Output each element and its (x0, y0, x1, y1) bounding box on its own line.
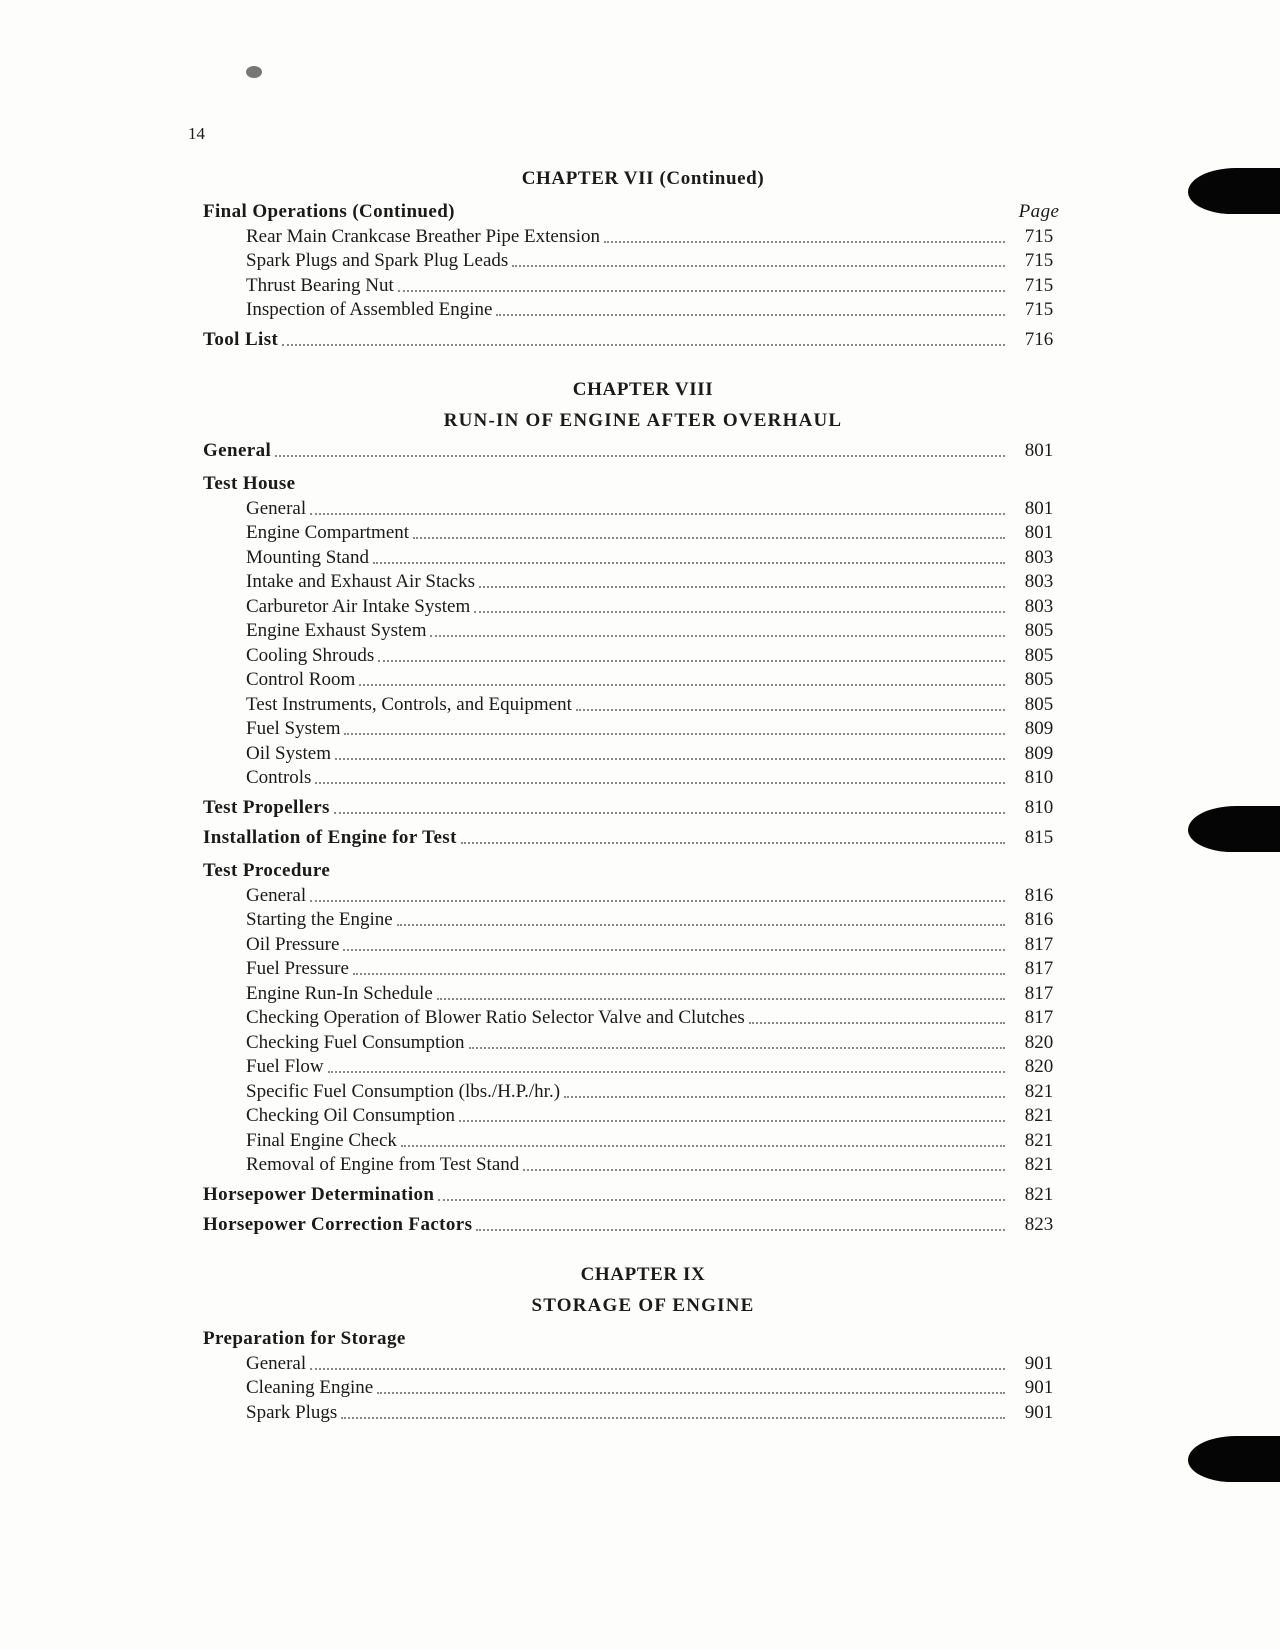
toc-entry[interactable] (203, 321, 1063, 351)
entry-label: General (246, 497, 307, 519)
entry-page: 817 (1024, 982, 1054, 1004)
entry-page: 809 (1024, 718, 1054, 739)
section-heading (203, 1325, 1063, 1350)
toc-entry[interactable] (203, 297, 1063, 322)
binder-clip (1188, 806, 1280, 852)
entry-label: Fuel System (246, 718, 341, 739)
entry-label: Test Instruments, Controls, and Equipment (246, 693, 572, 715)
chapter-title: STORAGE OF ENGINE (531, 1295, 755, 1316)
toc-entry[interactable] (203, 272, 1063, 297)
toc-entry[interactable] (203, 1005, 1063, 1030)
entry-page: 817 (1024, 933, 1054, 955)
entry-page: 817 (1024, 1007, 1054, 1028)
section-heading (203, 198, 1063, 223)
toc-entry[interactable] (203, 907, 1063, 932)
entry-page: 810 (1024, 767, 1054, 788)
entry-page: 801 (1024, 497, 1054, 519)
entry-label: Final Engine Check (246, 1129, 397, 1151)
entry-label: Test Propellers (203, 797, 330, 818)
entry-page: 821 (1024, 1184, 1054, 1205)
entry-label: Horsepower Correction Factors (203, 1214, 473, 1235)
entry-page: 816 (1024, 884, 1054, 906)
continued-note: (Continued) (659, 168, 765, 189)
entry-label: Cleaning Engine (246, 1377, 374, 1398)
toc-entry[interactable] (203, 618, 1063, 643)
section-heading (203, 857, 1063, 882)
entry-page: 716 (1024, 329, 1054, 350)
entry-page: 810 (1024, 797, 1054, 818)
toc-entry[interactable] (203, 1206, 1063, 1236)
entry-label: Spark Plugs and Spark Plug Leads (246, 250, 509, 271)
toc-entry[interactable] (203, 593, 1063, 618)
toc-entry[interactable] (203, 980, 1063, 1005)
entry-label: General (203, 440, 272, 461)
chapter-number: CHAPTER VII (521, 168, 655, 189)
continued-note: (Continued) (352, 201, 455, 222)
page-column-label: Page (1018, 201, 1060, 222)
binder-clip (1188, 1436, 1280, 1482)
toc-entry[interactable] (203, 691, 1063, 716)
toc-entry[interactable] (203, 642, 1063, 667)
entry-label: Tool List (203, 329, 279, 350)
entry-label: Installation of Engine for Test (203, 827, 457, 848)
toc-entry[interactable] (203, 432, 1063, 462)
entry-page: 801 (1024, 522, 1054, 543)
entry-page: 803 (1024, 571, 1054, 592)
entry-page: 817 (1024, 958, 1054, 979)
toc-entry[interactable] (203, 789, 1063, 819)
entry-label: Oil System (246, 742, 331, 764)
entry-label: Removal of Engine from Test Stand (246, 1154, 520, 1175)
entry-page: 815 (1024, 827, 1054, 848)
section-label: Preparation for Storage (203, 1328, 406, 1349)
toc-entry[interactable] (203, 819, 1063, 849)
entry-label: Mounting Stand (246, 546, 369, 568)
entry-page: 715 (1024, 274, 1054, 296)
entry-page: 816 (1024, 909, 1054, 930)
toc-entry[interactable] (203, 740, 1063, 765)
entry-label: Checking Oil Consumption (246, 1105, 455, 1126)
entry-page: 820 (1024, 1056, 1054, 1077)
entry-page: 820 (1024, 1031, 1054, 1053)
entry-label: Fuel Pressure (246, 958, 349, 979)
toc-entry[interactable] (203, 1029, 1063, 1054)
entry-label: Cooling Shrouds (246, 644, 375, 666)
entry-page: 821 (1024, 1105, 1054, 1126)
entry-label: General (246, 1352, 307, 1374)
entry-label: Starting the Engine (246, 909, 393, 930)
toc-entry[interactable] (203, 1350, 1063, 1375)
entry-page: 901 (1024, 1377, 1054, 1398)
entry-page: 801 (1024, 440, 1054, 461)
toc-entry[interactable] (203, 1375, 1063, 1400)
chapter-heading: CHAPTER VIII (572, 379, 714, 400)
entry-page: 901 (1024, 1401, 1054, 1423)
entry-page: 805 (1024, 669, 1054, 690)
toc-entry[interactable] (203, 956, 1063, 981)
toc-entry[interactable] (203, 1103, 1063, 1128)
toc-entry[interactable] (203, 1152, 1063, 1177)
section-label: Test Procedure (203, 860, 331, 881)
chapter-title: RUN-IN OF ENGINE AFTER OVERHAUL (443, 410, 843, 431)
entry-page: 715 (1024, 225, 1054, 247)
section-label: Test House (203, 473, 296, 494)
toc-entry[interactable] (203, 931, 1063, 956)
entry-page: 809 (1024, 742, 1054, 764)
entry-label: Rear Main Crankcase Breather Pipe Extension (246, 225, 601, 247)
toc-entry[interactable] (203, 716, 1063, 741)
entry-label: Horsepower Determination (203, 1184, 435, 1205)
toc-entry[interactable] (203, 1176, 1063, 1206)
toc-entry[interactable] (203, 1127, 1063, 1152)
toc-entry[interactable] (203, 1078, 1063, 1103)
entry-label: General (246, 884, 307, 906)
entry-label: Checking Operation of Blower Ratio Selector Valve and Clutches (246, 1007, 745, 1028)
chapter-heading: CHAPTER IX (580, 1264, 706, 1285)
table-of-contents (203, 168, 1063, 1424)
entry-page: 823 (1024, 1214, 1054, 1235)
toc-entry[interactable] (203, 765, 1063, 790)
toc-entry[interactable] (203, 569, 1063, 594)
entry-label: Engine Exhaust System (246, 620, 427, 641)
chapter-heading (203, 168, 1063, 190)
toc-entry[interactable] (203, 495, 1063, 520)
entry-label: Fuel Flow (246, 1056, 324, 1077)
entry-page: 821 (1024, 1129, 1054, 1151)
entry-page: 805 (1024, 693, 1054, 715)
entry-label: Engine Run-In Schedule (246, 982, 433, 1004)
entry-label: Intake and Exhaust Air Stacks (246, 571, 476, 592)
toc-entry[interactable] (203, 1054, 1063, 1079)
toc-entry[interactable] (203, 544, 1063, 569)
toc-entry[interactable] (203, 248, 1063, 273)
entry-label: Engine Compartment (246, 522, 410, 543)
entry-page: 803 (1024, 595, 1054, 617)
entry-label: Carburetor Air Intake System (246, 595, 471, 617)
entry-page: 805 (1024, 644, 1054, 666)
section-label: Final Operations (203, 201, 348, 222)
entry-page: 715 (1024, 250, 1054, 271)
page-number: 14 (188, 124, 205, 143)
entry-page: 803 (1024, 546, 1054, 568)
entry-label: Controls (246, 767, 312, 788)
binder-clip (1188, 168, 1280, 214)
toc-entry[interactable] (203, 1399, 1063, 1424)
entry-label: Oil Pressure (246, 933, 340, 955)
entry-page: 821 (1024, 1154, 1054, 1175)
entry-page: 805 (1024, 620, 1054, 641)
entry-page: 715 (1024, 299, 1054, 320)
entry-label: Checking Fuel Consumption (246, 1031, 465, 1053)
section-heading (203, 470, 1063, 495)
entry-label: Control Room (246, 669, 356, 690)
entry-label: Specific Fuel Consumption (lbs./H.P./hr.) (246, 1080, 561, 1102)
toc-entry[interactable] (203, 667, 1063, 692)
toc-entry[interactable] (203, 223, 1063, 248)
entry-page: 821 (1024, 1080, 1054, 1102)
smudge-mark (246, 66, 262, 78)
toc-entry[interactable] (203, 882, 1063, 907)
entry-label: Thrust Bearing Nut (246, 274, 394, 296)
entry-label: Spark Plugs (246, 1401, 338, 1423)
entry-page: 901 (1024, 1352, 1054, 1374)
entry-label: Inspection of Assembled Engine (246, 299, 493, 320)
toc-entry[interactable] (203, 520, 1063, 545)
